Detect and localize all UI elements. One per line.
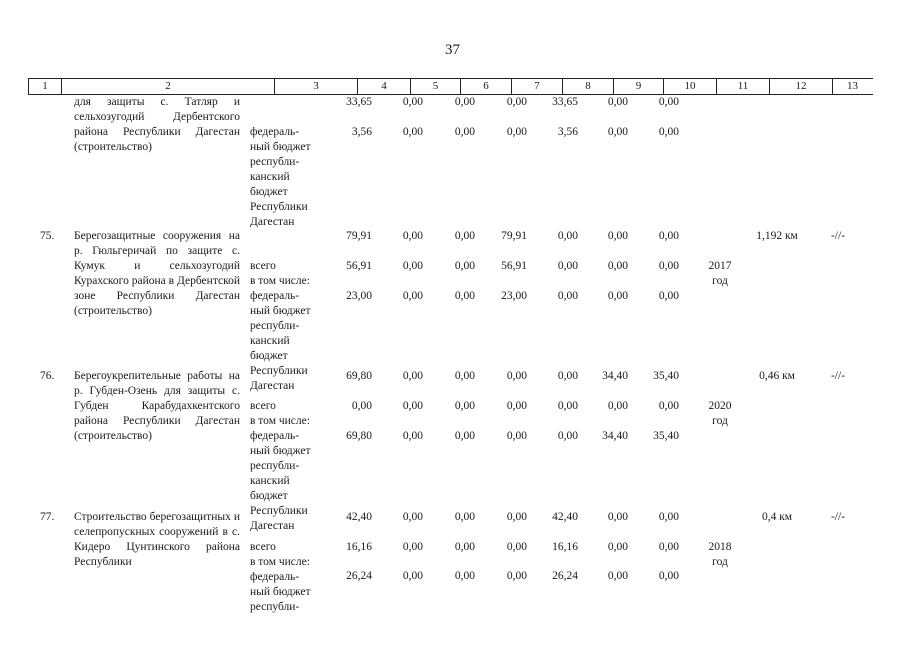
value-cell: 0,00	[351, 400, 372, 412]
page-number: 37	[445, 42, 460, 58]
value-cell: 42,40	[346, 511, 372, 523]
value-cell: 0,00	[658, 96, 679, 108]
value-cell: 0,00	[506, 370, 527, 382]
column-header: 13	[847, 80, 858, 92]
ditto-mark: -//-	[830, 370, 846, 382]
value-cell: 0,00	[658, 570, 679, 582]
value-cell: 0,00	[402, 126, 423, 138]
value-cell: 0,00	[506, 570, 527, 582]
object-description: Строительство берегозащитных и селепропускных сооружений в с. Кидеро Цунтинского района Республики	[74, 511, 240, 568]
length-cell: 1,192 км	[756, 230, 798, 242]
object-description: Берегозащитные сооружения на р. Гюльгеричай по защите с. Кумук и сельхозугодий Курахского района в Дербентской зоне Республики Дагестан (строительство)	[74, 230, 240, 317]
value-cell: 3,56	[351, 126, 372, 138]
value-cell: 0,00	[658, 290, 679, 302]
column-header: 5	[411, 79, 461, 94]
value-cell: 79,91	[346, 230, 372, 242]
value-cell: 0,00	[402, 400, 423, 412]
value-cell: 0,00	[557, 430, 578, 442]
value-cell: 0,00	[658, 126, 679, 138]
column-header: 4	[358, 79, 411, 94]
ditto-mark: -//-	[830, 230, 846, 242]
value-cell: 0,00	[454, 370, 475, 382]
value-cell: 16,16	[552, 541, 578, 553]
value-cell: 0,00	[402, 570, 423, 582]
object-description: для защиты с. Татляр и сельхозугодий Дербентского района Республики Дагестан (строительство)	[74, 96, 240, 153]
value-cell: 0,00	[658, 260, 679, 272]
column-header: 3	[275, 79, 358, 94]
value-cell: 0,00	[454, 96, 475, 108]
value-cell: 0,00	[506, 400, 527, 412]
value-cell: 0,00	[607, 541, 628, 553]
value-cell: 0,00	[506, 511, 527, 523]
row-number: 75.	[40, 230, 55, 242]
column-header: 2	[62, 79, 275, 94]
value-cell: 42,40	[552, 511, 578, 523]
year-cell: 2018 год	[708, 541, 732, 568]
column-header: 10	[664, 79, 717, 94]
funding-source: всего в том числе: федераль- ный бюджет республи- канский бюджет Республики Дагестан	[250, 400, 311, 532]
value-cell: 0,00	[454, 511, 475, 523]
value-cell: 0,00	[454, 260, 475, 272]
value-cell: 0,00	[402, 96, 423, 108]
value-cell: 0,00	[607, 230, 628, 242]
column-header: 1	[29, 79, 62, 94]
value-cell: 0,00	[402, 230, 423, 242]
value-cell: 3,56	[557, 126, 578, 138]
value-cell: 0,00	[658, 511, 679, 523]
value-cell: 0,00	[454, 541, 475, 553]
value-cell: 0,00	[454, 430, 475, 442]
value-cell: 0,00	[607, 511, 628, 523]
value-cell: 0,00	[506, 96, 527, 108]
value-cell: 23,00	[501, 290, 527, 302]
value-cell: 35,40	[653, 430, 679, 442]
value-cell: 0,00	[402, 260, 423, 272]
funding-source: всего в том числе: федераль- ный бюджет республи- канский бюджет Республики Дагестан	[250, 260, 311, 392]
value-cell: 69,80	[346, 370, 372, 382]
value-cell: 69,80	[346, 430, 372, 442]
value-cell: 0,00	[658, 230, 679, 242]
value-cell: 23,00	[346, 290, 372, 302]
value-cell: 0,00	[557, 370, 578, 382]
column-header: 11	[717, 79, 770, 94]
column-header: 12	[770, 79, 833, 94]
value-cell: 33,65	[346, 96, 372, 108]
value-cell: 0,00	[557, 290, 578, 302]
value-cell: 0,00	[402, 430, 423, 442]
value-cell: 0,00	[454, 126, 475, 138]
value-cell: 0,00	[454, 230, 475, 242]
value-cell: 0,00	[557, 230, 578, 242]
object-description: Берегоукрепительные работы на р. Губден-Озень для защиты с. Губден Карабудахкентского района Республики Дагестан (строительство)	[74, 370, 240, 442]
value-cell: 35,40	[653, 370, 679, 382]
column-header: 8	[563, 79, 614, 94]
value-cell: 0,00	[607, 290, 628, 302]
value-cell: 0,00	[607, 260, 628, 272]
value-cell: 0,00	[607, 400, 628, 412]
value-cell: 56,91	[501, 260, 527, 272]
value-cell: 0,00	[454, 400, 475, 412]
column-header: 7	[512, 79, 563, 94]
funding-source: федераль- ный бюджет республи- канский бюджет Республики Дагестан	[250, 126, 311, 228]
value-cell: 56,91	[346, 260, 372, 272]
length-cell: 0,46 км	[759, 370, 795, 382]
column-header: 9	[614, 79, 664, 94]
value-cell: 0,00	[454, 290, 475, 302]
value-cell: 0,00	[402, 370, 423, 382]
value-cell: 0,00	[658, 541, 679, 553]
table-header-row	[28, 78, 873, 95]
value-cell: 0,00	[658, 400, 679, 412]
value-cell: 0,00	[454, 570, 475, 582]
value-cell: 0,00	[402, 290, 423, 302]
year-cell: 2017 год	[708, 260, 732, 287]
value-cell: 34,40	[602, 430, 628, 442]
value-cell: 0,00	[607, 126, 628, 138]
value-cell: 34,40	[602, 370, 628, 382]
value-cell: 79,91	[501, 230, 527, 242]
value-cell: 0,00	[506, 126, 527, 138]
value-cell: 0,00	[557, 260, 578, 272]
value-cell: 0,00	[402, 511, 423, 523]
ditto-mark: -//-	[830, 511, 846, 523]
funding-source: всего в том числе: федераль- ный бюджет республи-	[250, 541, 311, 613]
value-cell: 26,24	[552, 570, 578, 582]
value-cell: 0,00	[607, 570, 628, 582]
length-cell: 0,4 км	[761, 511, 793, 523]
year-cell: 2020 год	[708, 400, 732, 427]
row-number: 76.	[40, 370, 55, 382]
value-cell: 0,00	[506, 541, 527, 553]
row-number: 77.	[40, 511, 55, 523]
value-cell: 33,65	[552, 96, 578, 108]
value-cell: 0,00	[506, 430, 527, 442]
value-cell: 26,24	[346, 570, 372, 582]
value-cell: 0,00	[557, 400, 578, 412]
value-cell: 0,00	[607, 96, 628, 108]
value-cell: 16,16	[346, 541, 372, 553]
column-header: 6	[461, 79, 512, 94]
value-cell: 0,00	[402, 541, 423, 553]
